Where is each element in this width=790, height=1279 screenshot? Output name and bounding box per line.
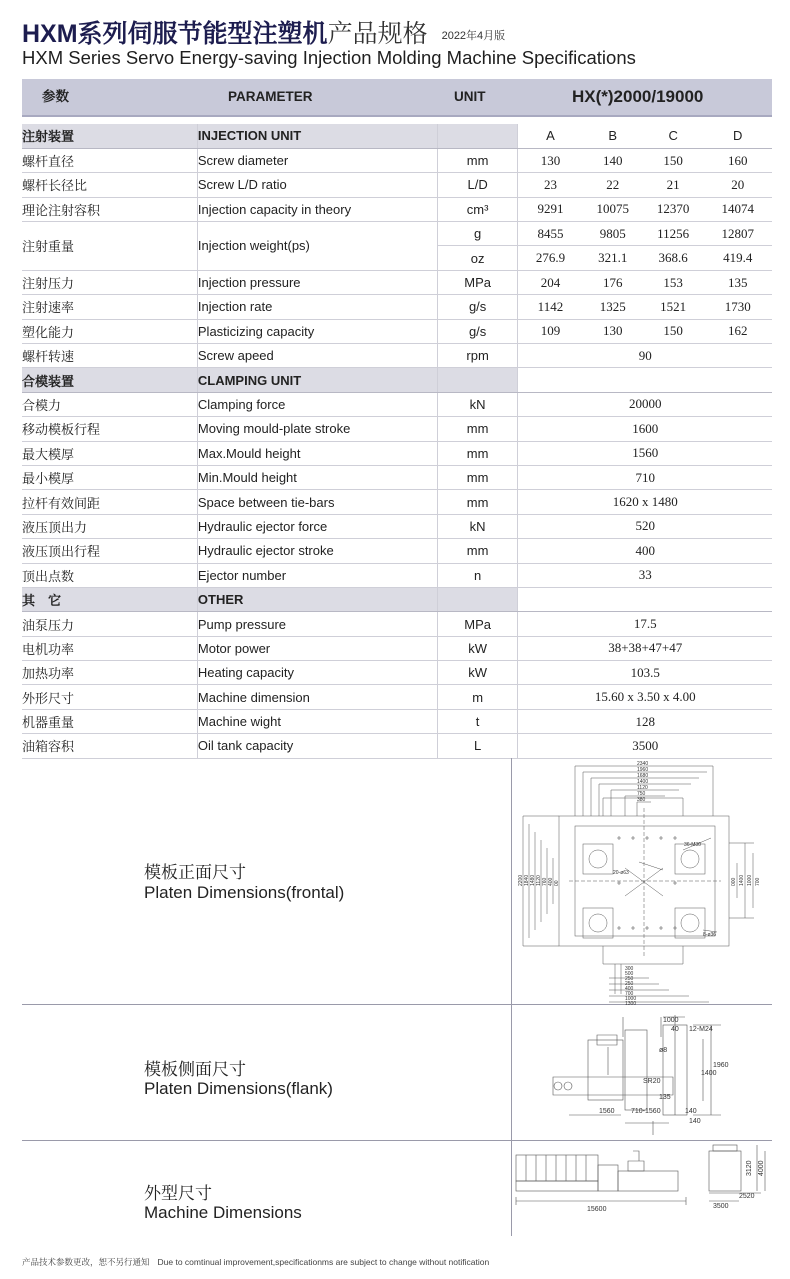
table-row	[22, 319, 772, 343]
model-col-header: B	[582, 124, 642, 148]
param-cn: 塑化能力	[22, 319, 197, 343]
param-en: Hydraulic ejector stroke	[197, 539, 437, 563]
dim-label: 250	[625, 976, 634, 982]
param-en: Injection weight(ps)	[197, 222, 437, 271]
machine-dim-drawing	[513, 1141, 772, 1236]
platen-flank-label	[22, 1005, 512, 1140]
param-value: 1620 x 1480	[518, 490, 772, 514]
param-value: 1521	[643, 295, 703, 319]
table-row	[22, 392, 772, 416]
param-en: Heating capacity	[197, 661, 437, 685]
flank-dim-1960: 1960	[713, 1062, 729, 1069]
param-en: Injection pressure	[197, 270, 437, 294]
param-unit: t	[437, 709, 518, 733]
title-cn-light: 产品规格	[327, 20, 428, 48]
machine-length: 15600	[587, 1206, 607, 1213]
param-unit: mm	[437, 441, 518, 465]
param-unit: mm	[437, 465, 518, 489]
param-value: 1560	[518, 441, 772, 465]
flank-dim-140a: 140	[685, 1108, 697, 1115]
header-unit: UNIT	[454, 89, 486, 104]
model-col-header: C	[643, 124, 703, 148]
table-row	[22, 441, 772, 465]
param-cn: 注射压力	[22, 270, 197, 294]
platen-flank-cn: 模板侧面尺寸	[144, 1060, 246, 1080]
footnote-en: Due to comtinual improvement,specificationms are subject to change without notification	[157, 1257, 490, 1267]
param-value: 130	[518, 148, 583, 172]
param-value: 9291	[518, 197, 583, 221]
param-value: 33	[518, 563, 772, 587]
platen-frontal-drawing	[513, 758, 772, 1005]
header-cn: 参数	[42, 89, 69, 104]
header-parameter: PARAMETER	[228, 89, 313, 104]
param-en: Machine dimension	[197, 685, 437, 709]
param-cn: 移动模板行程	[22, 417, 197, 441]
machine-dim-row	[22, 1141, 772, 1236]
section-unit-blank	[437, 368, 518, 392]
footnote-cn: 产品技术参数更改，恕不另行通知	[22, 1258, 150, 1268]
param-value: 1730	[703, 295, 772, 319]
param-value: 22	[582, 173, 642, 197]
param-value: 1142	[518, 295, 583, 319]
section-unit-blank	[437, 124, 518, 148]
param-cn: 螺杆长径比	[22, 173, 197, 197]
param-en: Machine wight	[197, 709, 437, 733]
machine-dim-3120: 3120	[746, 1160, 753, 1176]
spec-table-body	[22, 124, 772, 758]
param-cn: 理论注射容积	[22, 197, 197, 221]
param-value: 38+38+47+47	[518, 636, 772, 660]
dim-label: 1840	[524, 874, 530, 886]
page-subtitle: HXM Series Servo Energy-saving Injection Molding Machine Specifications	[22, 47, 636, 68]
edition-date: 2022年4月版	[441, 30, 506, 43]
table-row	[22, 734, 772, 758]
param-value: 130	[582, 319, 642, 343]
platen-frontal-label	[22, 758, 512, 1004]
param-cn: 液压顶出行程	[22, 539, 197, 563]
section-title-cn: 其 它	[22, 587, 197, 611]
param-en: Space between tie-bars	[197, 490, 437, 514]
table-row	[22, 563, 772, 587]
param-cn: 机器重量	[22, 709, 197, 733]
param-unit: mm	[437, 148, 518, 172]
param-unit: m	[437, 685, 518, 709]
param-value: 150	[643, 148, 703, 172]
machine-height: 4000	[758, 1160, 765, 1176]
section-values-blank	[518, 587, 772, 611]
param-value: 10075	[582, 197, 642, 221]
machine-dim-2520: 2520	[739, 1193, 755, 1200]
dim-label: 1000	[625, 996, 637, 1002]
param-unit: mm	[437, 417, 518, 441]
dim-label: 760	[542, 877, 548, 886]
param-en: Hydraulic ejector force	[197, 514, 437, 538]
param-value: 12370	[643, 197, 703, 221]
callout-8-o36: 8-ø36	[703, 932, 717, 938]
param-en: Clamping force	[197, 392, 437, 416]
frontal-bottom-dims	[625, 966, 636, 1005]
dim-label: 250	[625, 981, 634, 987]
table-row	[22, 222, 772, 246]
param-cn: 螺杆直径	[22, 148, 197, 172]
section-title-en: OTHER	[197, 587, 437, 611]
param-unit: kN	[437, 392, 518, 416]
table-row	[22, 514, 772, 538]
flank-dim-1000: 1000	[663, 1017, 679, 1024]
param-value: 1325	[582, 295, 642, 319]
dim-label: 1120	[536, 875, 542, 886]
section-header	[22, 587, 772, 611]
param-cn: 合模力	[22, 392, 197, 416]
table-row	[22, 709, 772, 733]
param-cn: 螺杆转速	[22, 344, 197, 368]
dim-label: 1400	[637, 779, 649, 785]
machine-width: 3500	[713, 1203, 729, 1210]
dim-label: 1300	[625, 1001, 637, 1005]
dim-label: 380	[637, 797, 646, 803]
header-model: HX(*)2000/19000	[572, 87, 704, 106]
platen-frontal-cn: 模板正面尺寸	[144, 863, 246, 883]
table-row	[22, 490, 772, 514]
param-value: 12807	[703, 222, 772, 246]
platen-flank-drawing	[513, 1005, 772, 1141]
param-value: 17.5	[518, 612, 772, 636]
param-value: 20000	[518, 392, 772, 416]
param-en: Screw diameter	[197, 148, 437, 172]
dim-label: 700	[625, 991, 634, 997]
title-cn-bold: HXM系列伺服节能型注塑机	[22, 20, 328, 48]
table-row	[22, 539, 772, 563]
diagram-section	[22, 758, 772, 1236]
param-value: 176	[582, 270, 642, 294]
dim-label: 00	[554, 880, 560, 886]
dim-label: 500	[625, 971, 634, 977]
param-value: 153	[643, 270, 703, 294]
table-row	[22, 344, 772, 368]
dim-label: 2200	[518, 874, 524, 886]
param-en: Motor power	[197, 636, 437, 660]
callout-20-o63: 20-ø63	[613, 870, 629, 876]
section-title-en: INJECTION UNIT	[197, 124, 437, 148]
param-en: Injection capacity in theory	[197, 197, 437, 221]
model-col-header: D	[703, 124, 772, 148]
param-value: 21	[643, 173, 703, 197]
dim-label: 750	[637, 791, 646, 797]
table-header	[22, 79, 772, 117]
platen-flank-row	[22, 1005, 772, 1141]
param-en: Plasticizing capacity	[197, 319, 437, 343]
section-header	[22, 368, 772, 392]
param-en: Screw apeed	[197, 344, 437, 368]
param-unit: kN	[437, 514, 518, 538]
param-unit: kW	[437, 661, 518, 685]
param-value: 162	[703, 319, 772, 343]
section-title-en: CLAMPING UNIT	[197, 368, 437, 392]
param-unit: rpm	[437, 344, 518, 368]
table-row	[22, 417, 772, 441]
param-unit: mm	[437, 539, 518, 563]
param-unit: L	[437, 734, 518, 758]
flank-dim-135: 135	[659, 1094, 671, 1101]
param-value: 321.1	[582, 246, 642, 270]
param-value: 11256	[643, 222, 703, 246]
param-value: 520	[518, 514, 772, 538]
dim-label: 1960	[637, 767, 649, 773]
dim-label: 400	[625, 986, 634, 992]
spec-table	[22, 124, 772, 759]
page-title	[22, 14, 505, 50]
dim-label: 000	[731, 877, 737, 886]
flank-dim-12-m24: 12-M24	[689, 1026, 713, 1033]
param-cn: 加热功率	[22, 661, 197, 685]
param-en: Injection rate	[197, 295, 437, 319]
param-value: 276.9	[518, 246, 583, 270]
param-en: Max.Mould height	[197, 441, 437, 465]
param-en: Screw L/D ratio	[197, 173, 437, 197]
param-cn: 顶出点数	[22, 563, 197, 587]
flank-dim-710-1560: 710-1560	[631, 1108, 661, 1115]
param-value: 103.5	[518, 661, 772, 685]
dim-label: 2340	[637, 761, 649, 767]
table-row	[22, 612, 772, 636]
param-en: Oil tank capacity	[197, 734, 437, 758]
param-cn: 注射速率	[22, 295, 197, 319]
param-unit: g/s	[437, 319, 518, 343]
section-values-blank	[518, 368, 772, 392]
dim-label: 1000	[747, 874, 753, 886]
table-row	[22, 148, 772, 172]
flank-dim-sr20: SR20	[643, 1078, 661, 1085]
param-value: 368.6	[643, 246, 703, 270]
param-unit: g	[437, 222, 518, 246]
param-value: 90	[518, 344, 772, 368]
param-value: 9805	[582, 222, 642, 246]
param-value: 23	[518, 173, 583, 197]
param-unit: MPa	[437, 270, 518, 294]
flank-dim-1560: 1560	[599, 1108, 615, 1115]
param-value: 109	[518, 319, 583, 343]
table-row	[22, 197, 772, 221]
param-value: 128	[518, 709, 772, 733]
frontal-top-dims	[637, 761, 648, 803]
param-en: Moving mould-plate stroke	[197, 417, 437, 441]
frontal-right-dims	[731, 875, 761, 886]
param-cn: 液压顶出力	[22, 514, 197, 538]
table-row	[22, 661, 772, 685]
callout-36-m30: 36-M30	[684, 842, 701, 848]
table-row	[22, 173, 772, 197]
param-value: 400	[518, 539, 772, 563]
section-header	[22, 124, 772, 148]
param-en: Ejector number	[197, 563, 437, 587]
param-cn: 外形尺寸	[22, 685, 197, 709]
table-row	[22, 270, 772, 294]
table-row	[22, 636, 772, 660]
param-unit: MPa	[437, 612, 518, 636]
param-cn: 电机功率	[22, 636, 197, 660]
model-col-header: A	[518, 124, 583, 148]
param-value: 8455	[518, 222, 583, 246]
section-title-cn: 合模装置	[22, 368, 197, 392]
param-value: 204	[518, 270, 583, 294]
param-value: 419.4	[703, 246, 772, 270]
param-unit: kW	[437, 636, 518, 660]
param-value: 160	[703, 148, 772, 172]
param-en: Min.Mould height	[197, 465, 437, 489]
platen-frontal-en: Platen Dimensions(frontal)	[144, 883, 345, 902]
section-title-cn: 注射装置	[22, 124, 197, 148]
dim-label: 1680	[637, 773, 649, 779]
machine-dim-en: Machine Dimensions	[144, 1203, 302, 1222]
param-value: 1600	[518, 417, 772, 441]
frontal-left-dims	[518, 875, 560, 886]
param-cn: 注射重量	[22, 222, 197, 271]
table-row	[22, 295, 772, 319]
param-value: 15.60 x 3.50 x 4.00	[518, 685, 772, 709]
section-unit-blank	[437, 587, 518, 611]
machine-dim-cn: 外型尺寸	[144, 1184, 212, 1204]
dim-label: 300	[625, 966, 634, 972]
param-value: 135	[703, 270, 772, 294]
param-value: 140	[582, 148, 642, 172]
param-en: Pump pressure	[197, 612, 437, 636]
param-cn: 最小模厚	[22, 465, 197, 489]
param-unit: mm	[437, 490, 518, 514]
flank-dim-40: 40	[671, 1026, 679, 1033]
param-unit: oz	[437, 246, 518, 270]
param-cn: 油泵压力	[22, 612, 197, 636]
param-unit: n	[437, 563, 518, 587]
machine-dim-label	[22, 1141, 512, 1236]
dim-label: 400	[548, 877, 554, 886]
platen-flank-en: Platen Dimensions(flank)	[144, 1079, 333, 1098]
table-row	[22, 685, 772, 709]
param-unit: cm³	[437, 197, 518, 221]
param-value: 20	[703, 173, 772, 197]
param-value: 710	[518, 465, 772, 489]
table-row	[22, 465, 772, 489]
param-cn: 油箱容积	[22, 734, 197, 758]
param-cn: 最大模厚	[22, 441, 197, 465]
dim-label: 1480	[530, 874, 536, 886]
flank-dim-o8: ø8	[659, 1047, 668, 1054]
param-unit: L/D	[437, 173, 518, 197]
param-unit: g/s	[437, 295, 518, 319]
dim-label: 1400	[739, 874, 745, 886]
param-value: 150	[643, 319, 703, 343]
flank-dim-1400: 1400	[701, 1070, 717, 1077]
param-value: 3500	[518, 734, 772, 758]
dim-label: 700	[755, 877, 761, 886]
flank-dim-140b: 140	[689, 1118, 701, 1125]
param-value: 14074	[703, 197, 772, 221]
dim-label: 1120	[637, 785, 648, 791]
footnote	[22, 1256, 489, 1268]
param-cn: 拉杆有效间距	[22, 490, 197, 514]
platen-frontal-row	[22, 758, 772, 1005]
